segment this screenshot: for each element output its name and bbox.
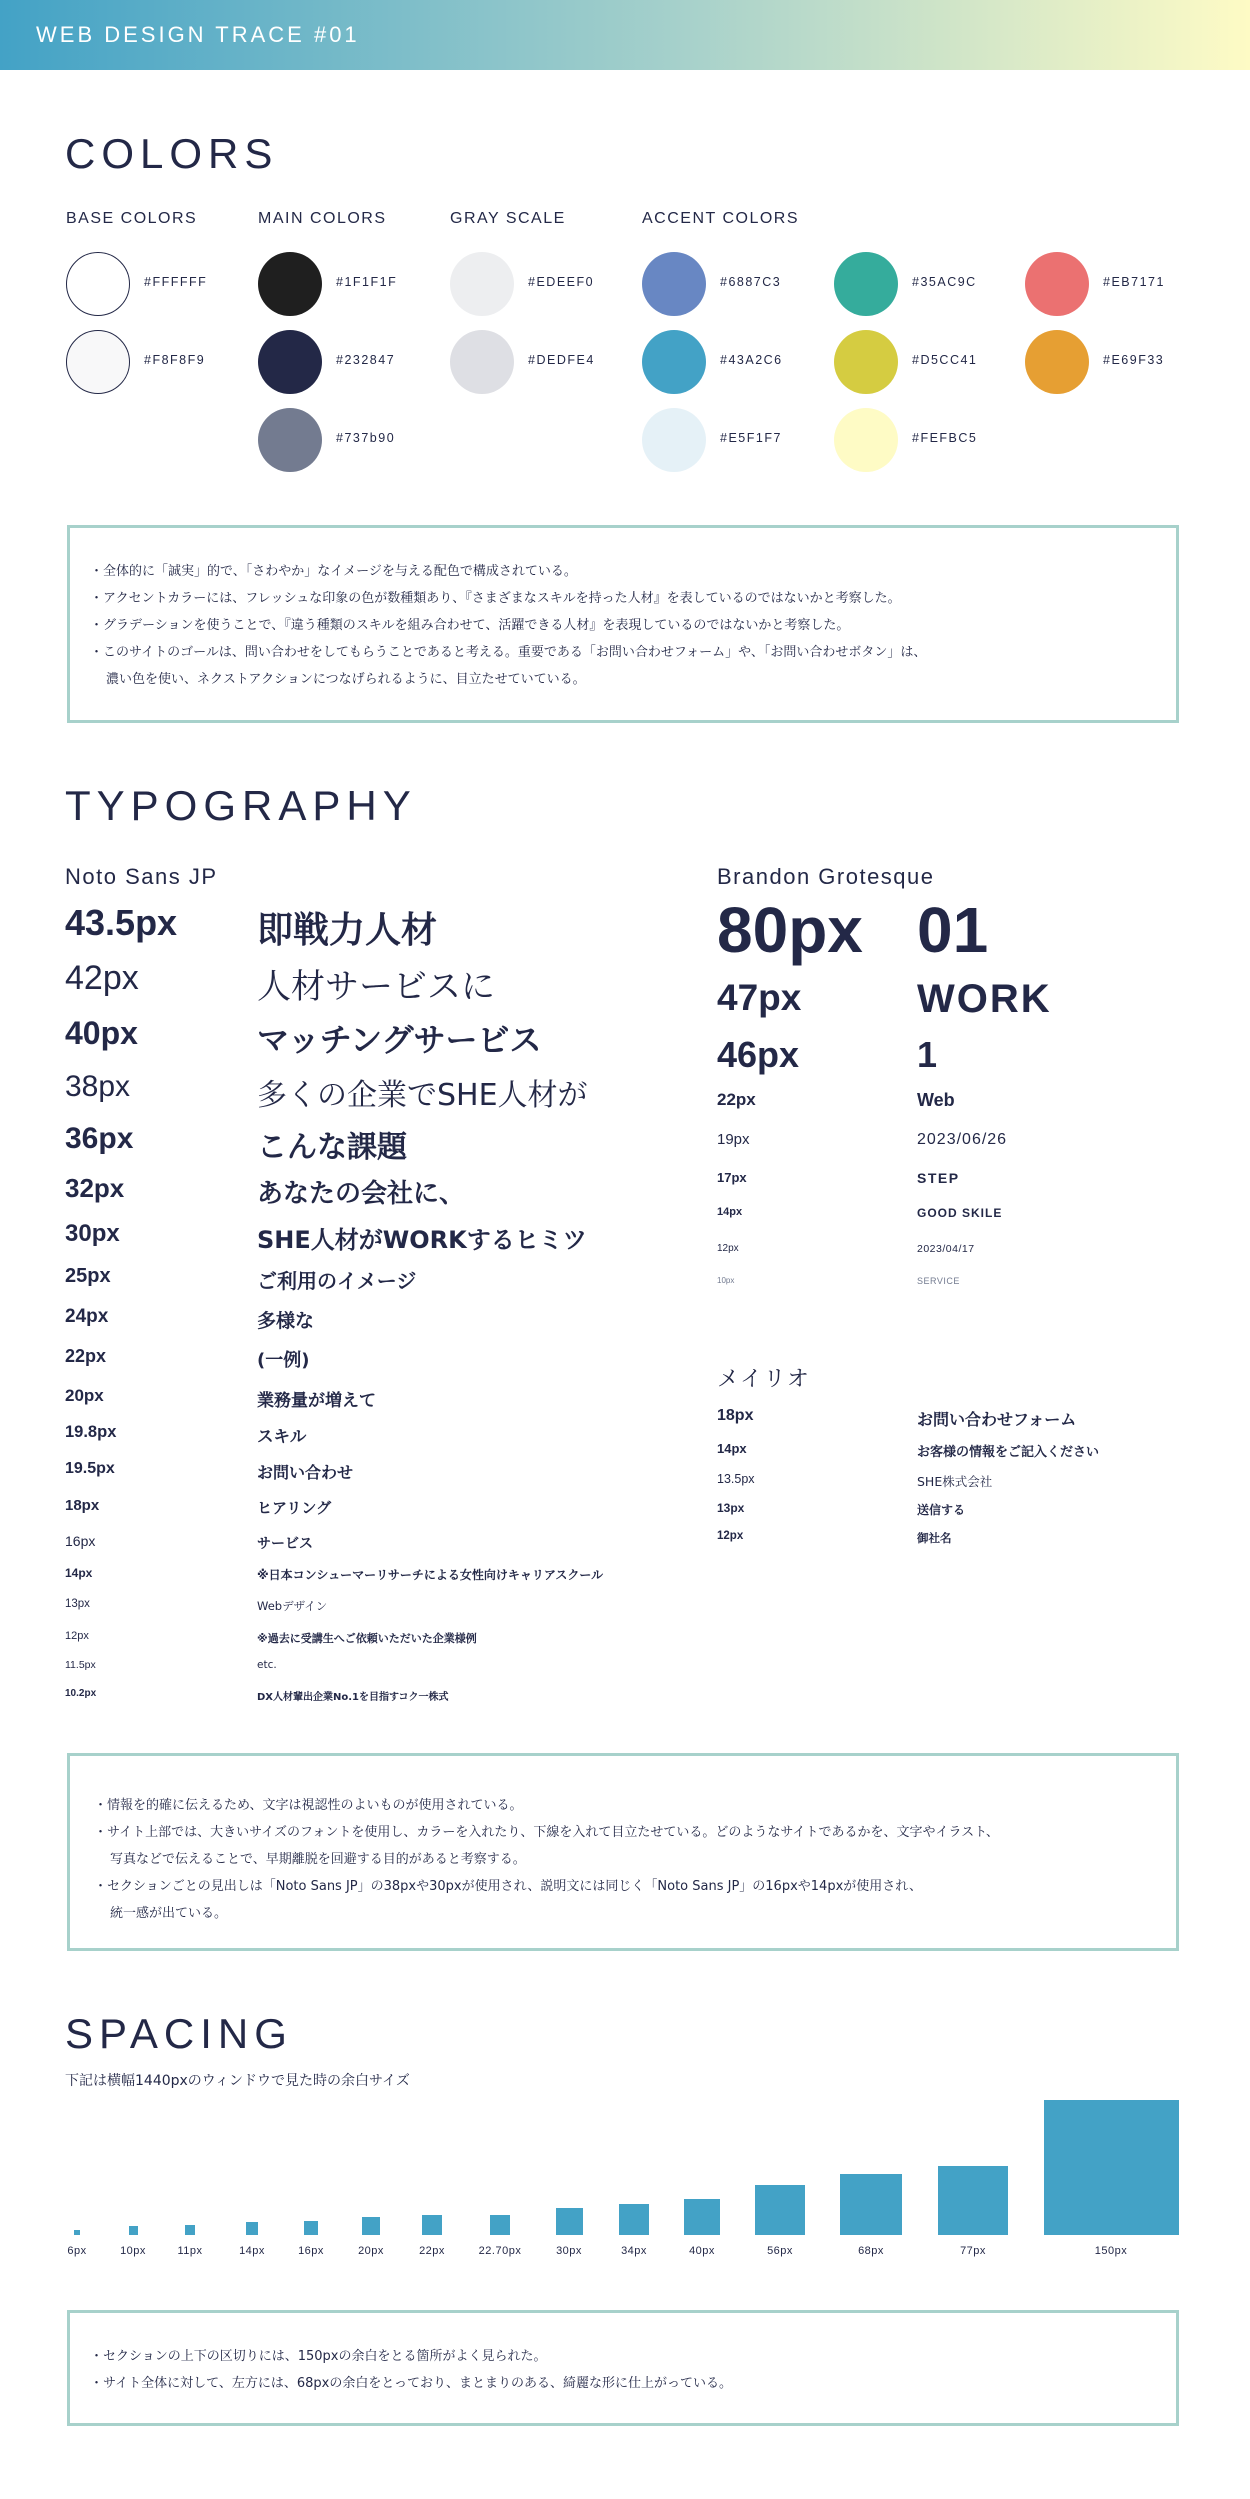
color-hex: #35AC9C [912,275,977,289]
color-circle [66,252,130,316]
spacing-bar [422,2215,442,2235]
font-size-label: 13.5px [717,1472,755,1486]
font-sample-text: 業務量が増えて [257,1391,376,1411]
spacing-notes-box [67,2310,1179,2426]
spacing-bar-label: 20px [358,2245,384,2257]
typography-section-title: TYPOGRAPHY [65,782,417,829]
note-line: ・情報を的確に伝えるため、文字は視認性のよいものが使用されている。 [94,1798,523,1813]
color-circle [642,252,706,316]
color-circle [66,330,130,394]
font-sample-text: 即戦力人材 [257,910,438,951]
font-size-label: 14px [717,1206,743,1218]
font-size-label: 17px [717,1170,747,1185]
font-size-label: 12px [717,1530,744,1542]
spacing-bar [938,2166,1007,2235]
spacing-bar [755,2185,805,2235]
spacing-bar-label: 22px [419,2245,445,2257]
font-size-label: 40px [65,1015,138,1051]
spacing-bar [556,2208,583,2235]
font-sample-text: DX人材輩出企業No.1を目指すコク一株式 [257,1692,449,1703]
font-sample-text: 人材サービスに [257,967,495,1007]
font-sample-text: 01 [917,894,989,966]
font-sample-text: SHE人材がWORKするヒミツ [257,1226,587,1254]
font-size-label: 24px [65,1306,109,1327]
font-size-label: 22px [65,1346,107,1366]
font-sample-text: 2023/04/17 [917,1243,975,1255]
color-swatch [834,408,1024,472]
color-circle [642,330,706,394]
spacing-section-title: SPACING [65,2010,293,2057]
spacing-bar [304,2221,318,2235]
color-circle [834,408,898,472]
font-size-label: 12px [65,1630,89,1642]
noto-font-name: Noto Sans JP [65,864,218,889]
page-title: WEB DESIGN TRACE #01 [36,22,360,47]
font-size-label: 13px [717,1501,745,1515]
color-hex: #737b90 [336,431,396,445]
spacing-bar-label: 77px [960,2245,986,2257]
spacing-bar [490,2215,510,2235]
color-swatch [642,330,832,394]
note-line: ・サイト上部では、大きいサイズのフォントを使用し、カラーを入れたり、下線を入れて目立たせている。どのようなサイトであるかを、文字やイラスト、 [94,1825,999,1840]
typography-notes-box [67,1753,1179,1951]
spacing-bar-label: 16px [298,2245,324,2257]
color-circle [642,408,706,472]
color-hex: #DEDFE4 [528,353,595,367]
color-circle [834,330,898,394]
font-sample-text: 送信する [917,1503,966,1517]
note-line: 写真などで伝えることで、早期離脱を回避する目的があると考察する。 [110,1852,526,1867]
font-sample-text: 御社名 [917,1531,952,1545]
color-hex: #E5F1F7 [720,431,782,445]
font-sample-text: 1 [917,1034,938,1075]
font-sample-text: ※日本コンシューマーリサーチによる女性向けキャリアスクール [257,1568,604,1582]
font-size-label: 43.5px [65,902,178,943]
page-header [0,0,1250,70]
font-size-label: 19.8px [65,1423,117,1441]
spacing-subtitle: 下記は横幅1440pxのウィンドウで見た時の余白サイズ [65,2073,410,2089]
note-line: ・アクセントカラーには、フレッシュな印象の色が数種類あり、『さまざまなスキルを持った人材』を表しているのではないかと考察した。 [90,591,901,606]
font-sample-text: etc. [257,1659,277,1671]
color-hex: #1F1F1F [336,275,398,289]
color-hex: #D5CC41 [912,353,978,367]
colors-section-title: COLORS [65,130,279,177]
spacing-bar-label: 56px [767,2245,793,2257]
spacing-bar-label: 6px [67,2245,87,2257]
font-size-label: 80px [717,894,863,966]
font-size-label: 10.2px [65,1688,97,1699]
spacing-bar-label: 14px [239,2245,265,2257]
color-hex: #EDEEF0 [528,275,595,289]
color-swatch [258,252,448,316]
color-swatch [642,408,832,472]
font-sample-text: Web [917,1090,955,1110]
meiryo-font-name: メイリオ [717,1366,811,1391]
font-size-label: 46px [717,1034,800,1075]
note-line: ・グラデーションを使うことで、『違う種類のスキルを組み合わせて、活躍できる人材』を表現しているのではないかと考察した。 [90,618,850,633]
color-hex: #E69F33 [1103,353,1165,367]
color-hex: #6887C3 [720,275,782,289]
color-circle [1025,330,1089,394]
color-circle [450,252,514,316]
font-size-label: 32px [65,1173,125,1203]
spacing-bar-label: 30px [556,2245,582,2257]
font-size-label: 38px [65,1070,131,1103]
font-size-label: 14px [65,1566,93,1580]
color-swatch [258,408,448,472]
color-circle [450,330,514,394]
font-sample-text: 多くの企業でSHE人材が [257,1078,588,1113]
color-circle [834,252,898,316]
color-circle [258,252,322,316]
font-size-label: 25px [65,1265,111,1287]
color-circle [1025,252,1089,316]
font-sample-text: STEP [917,1170,960,1186]
base-colors-label: BASE COLORS [66,210,198,227]
color-swatch [66,330,256,394]
main-colors-label: MAIN COLORS [258,210,387,227]
color-hex: #43A2C6 [720,353,783,367]
font-size-label: 19.5px [65,1460,115,1477]
font-size-label: 11.5px [65,1659,96,1671]
font-size-label: 10px [717,1276,735,1285]
font-sample-text: SERVICE [917,1276,960,1286]
color-hex: #EB7171 [1103,275,1165,289]
font-sample-text: サービス [257,1536,313,1552]
gray-scale-label: GRAY SCALE [450,210,566,227]
note-line: ・セクションごとの見出しは「Noto Sans JP」の38pxや30pxが使用され、説明文には同じく「Noto Sans JP」の16pxや14pxが使用され、 [94,1879,923,1894]
font-size-label: 16px [65,1533,96,1549]
note-line: ・セクションの上下の区切りには、150pxの余白をとる箇所がよく見られた。 [90,2349,547,2364]
spacing-bar [185,2225,195,2235]
color-circle [258,408,322,472]
color-swatch [834,252,1024,316]
spacing-bar-label: 10px [120,2245,146,2257]
color-swatch [834,330,1024,394]
accent-colors-label: ACCENT COLORS [642,210,800,227]
spacing-bar [74,2230,79,2235]
font-size-label: 30px [65,1220,120,1247]
note-line: 濃い色を使い、ネクストアクションにつなげられるように、目立たせていている。 [106,672,586,687]
color-hex: #FFFFFF [144,275,208,289]
font-sample-text: ※過去に受講生へご依頼いただいた企業様例 [257,1632,477,1645]
spacing-bar [362,2217,380,2235]
note-line: ・全体的に「誠実」的で、「さわやか」なイメージを与える配色で構成されている。 [90,564,577,579]
font-sample-text: GOOD SKILE [917,1206,1003,1220]
color-hex: #FEFBC5 [912,431,978,445]
font-sample-text: お問い合わせフォーム [917,1410,1077,1429]
color-swatch [66,252,256,316]
color-circle [258,330,322,394]
font-sample-text: お問い合わせ [257,1463,354,1482]
font-size-label: 13px [65,1598,90,1610]
font-size-label: 18px [717,1407,754,1424]
font-sample-text: こんな課題 [257,1130,407,1165]
color-swatch [450,252,640,316]
color-swatch [642,252,832,316]
color-swatch [1025,252,1215,316]
note-line: 統一感が出ている。 [110,1906,228,1921]
brandon-font-name: Brandon Grotesque [717,864,935,889]
spacing-bar [1044,2100,1179,2235]
colors-notes-box [67,525,1179,723]
font-sample-text: WORK [917,977,1052,1021]
font-sample-text: 多様な [257,1310,315,1332]
font-size-label: 19px [717,1131,750,1148]
color-swatch [450,330,640,394]
font-sample-text: お客様の情報をご記入ください [917,1445,1100,1460]
spacing-bar [684,2199,720,2235]
font-sample-text: Webデザイン [257,1599,328,1613]
spacing-bar [619,2204,650,2235]
font-sample-text: あなたの会社に、 [257,1179,466,1209]
spacing-bar-label: 40px [689,2245,715,2257]
font-size-label: 42px [65,959,139,997]
font-size-label: 14px [717,1441,747,1456]
color-swatch [1025,330,1215,394]
font-sample-text: スキル [257,1427,307,1446]
spacing-bar-label: 22.70px [478,2245,522,2257]
spacing-bar [129,2226,138,2235]
spacing-bar-label: 150px [1094,2245,1128,2257]
font-size-label: 22px [717,1090,756,1109]
color-swatch [258,330,448,394]
font-sample-text: ヒアリング [257,1499,332,1517]
font-size-label: 18px [65,1497,100,1514]
color-hex: #232847 [336,353,396,367]
spacing-bar-label: 11px [177,2245,203,2257]
spacing-bar-label: 34px [621,2245,647,2257]
font-sample-text: 2023/06/26 [917,1131,1008,1148]
font-size-label: 12px [717,1243,739,1254]
font-size-label: 20px [65,1386,104,1405]
font-sample-text: (一例) [257,1350,310,1371]
color-hex: #F8F8F9 [144,353,206,367]
spacing-bar [840,2174,901,2235]
spacing-bar-label: 68px [858,2245,884,2257]
note-line: ・サイト全体に対して、左方には、68pxの余白をとっており、まとまりのある、綺麗な形に仕上がっている。 [90,2376,733,2391]
font-sample-text: SHE株式会社 [917,1474,993,1489]
spacing-bar [246,2222,259,2235]
font-sample-text: マッチングサービス [257,1021,542,1059]
note-line: ・このサイトのゴールは、問い合わせをしてもらうことであると考える。重要である「お問い合わせフォーム」や、「お問い合わせボタン」は、 [90,645,927,660]
font-sample-text: ご利用のイメージ [257,1269,417,1293]
font-size-label: 36px [65,1122,134,1155]
font-size-label: 47px [717,977,802,1018]
